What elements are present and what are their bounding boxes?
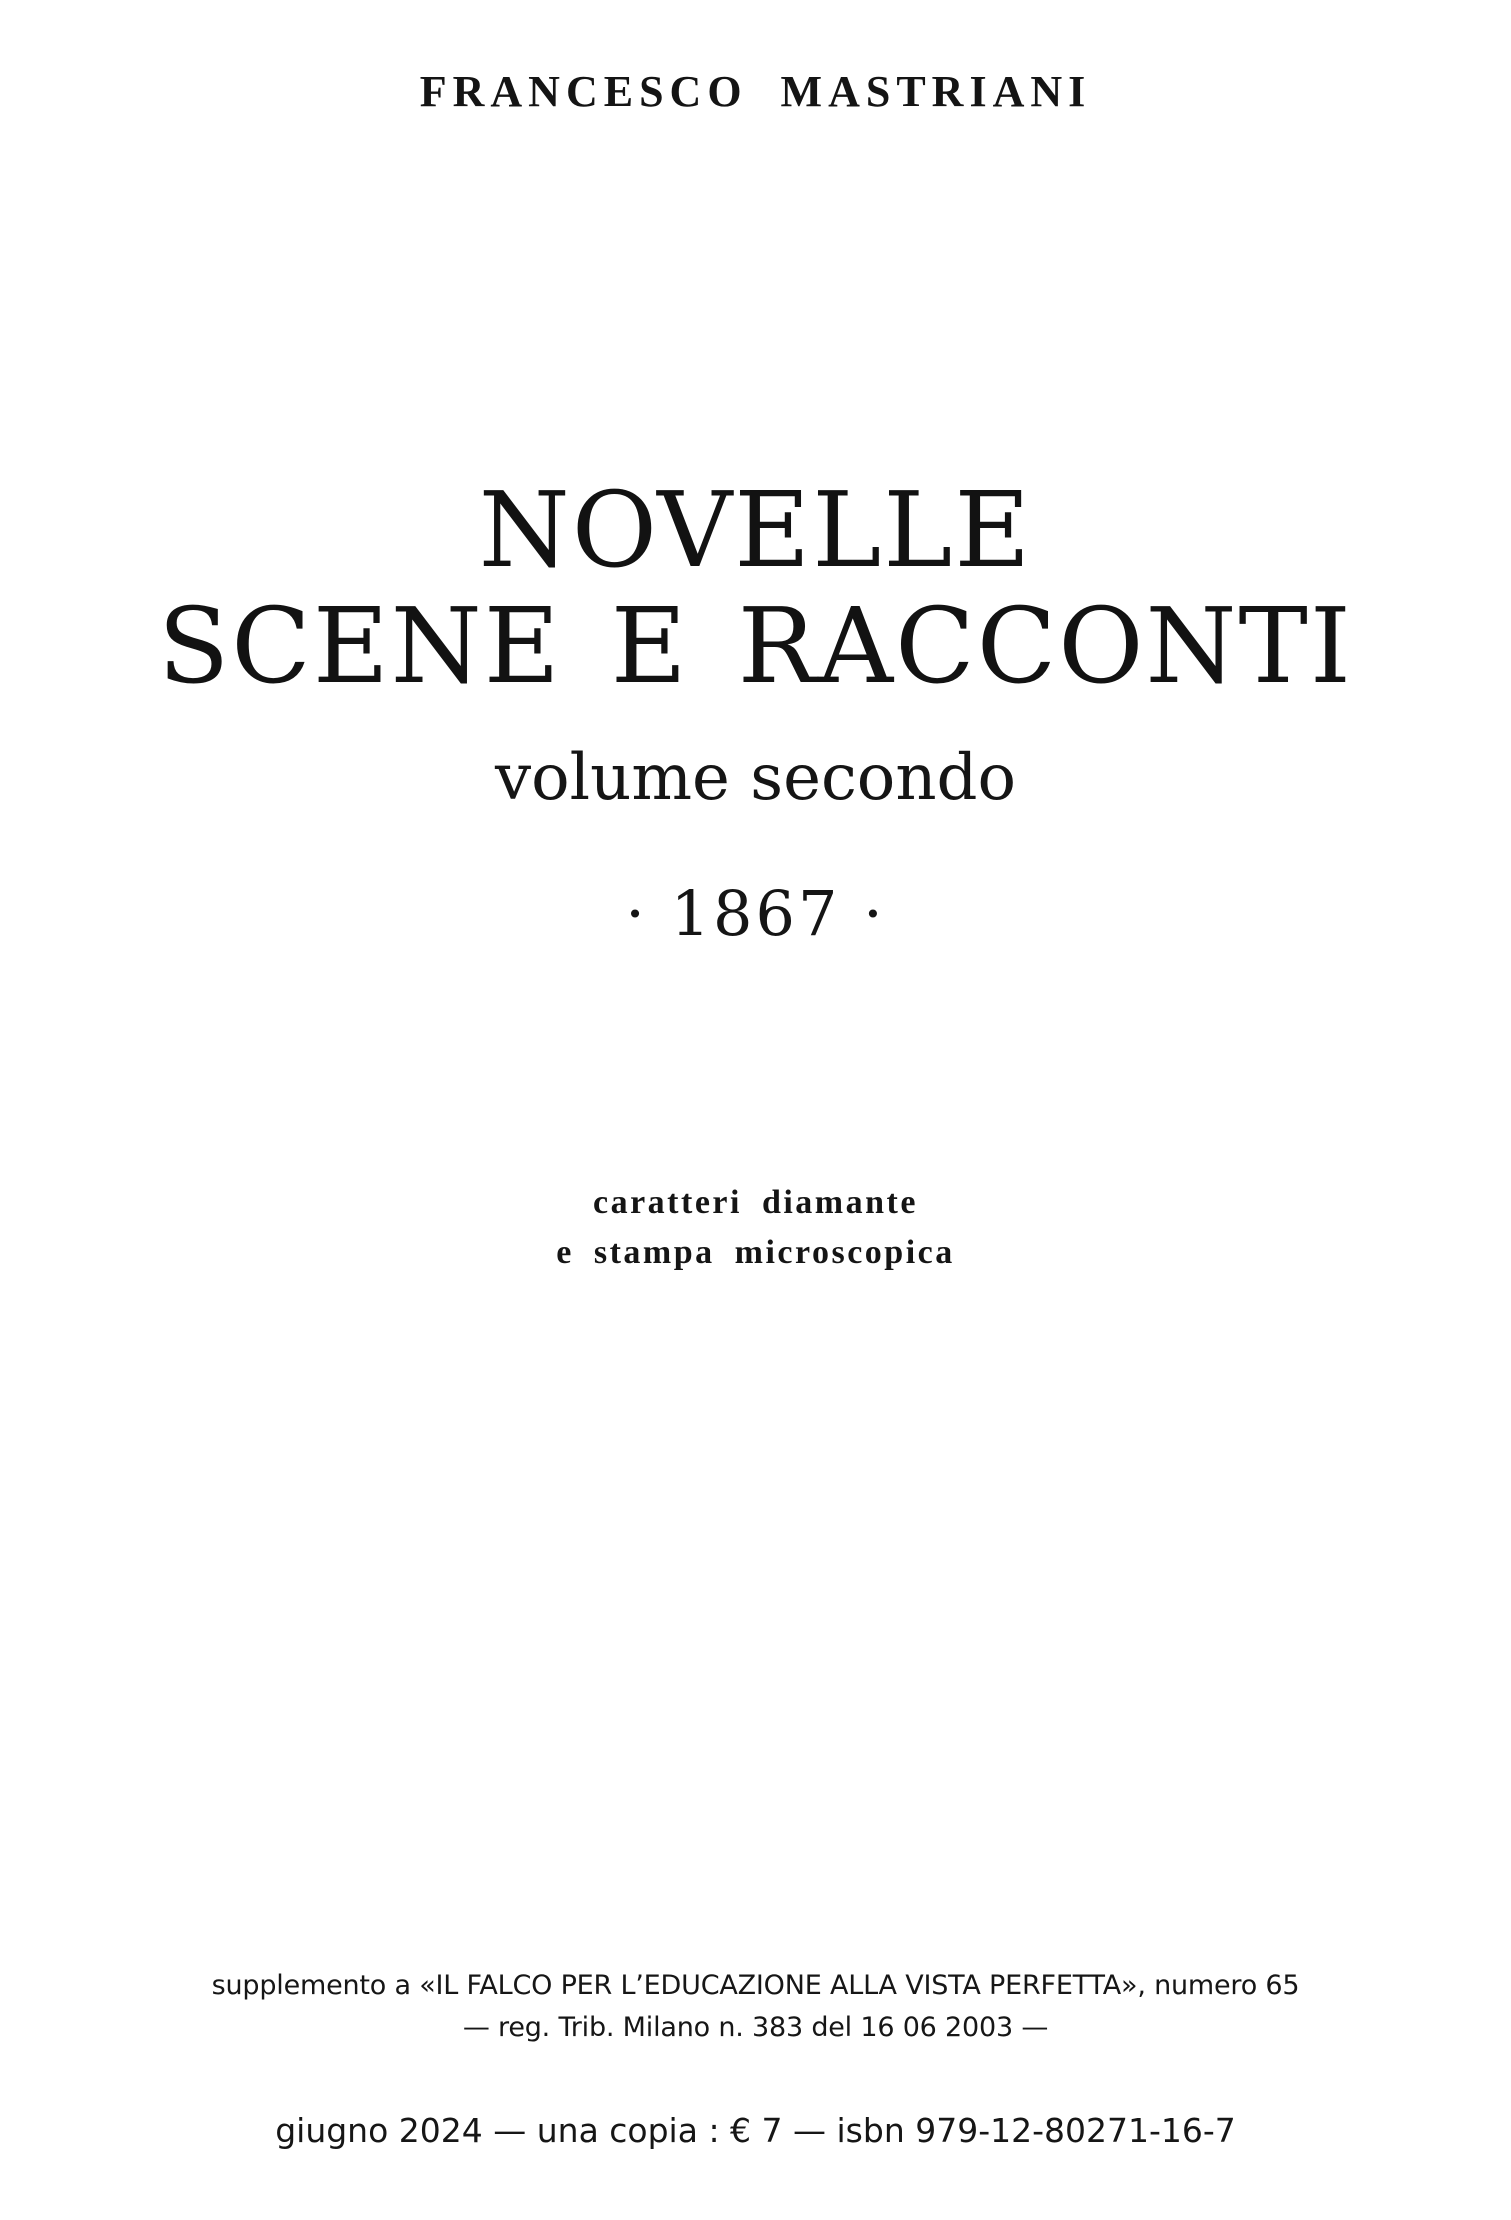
book-title-line-1: NOVELLE [478, 469, 1033, 591]
price-isbn-line: giugno 2024 — una copia : € 7 — isbn 979-12-80271-16-7 [275, 2111, 1236, 2150]
print-note-line-2: e stampa microscopica [556, 1233, 955, 1271]
title-block [0, 469, 1511, 951]
print-note [556, 1178, 954, 1277]
supplement-info [0, 1965, 1511, 2049]
publication-year: · 1867 · [625, 877, 886, 951]
book-title-line-2: SCENE E RACCONTI [158, 585, 1353, 708]
supplement-line-1: supplemento a «IL FALCO PER L’EDUCAZIONE ALLA VISTA PERFETTA», numero 65 [211, 1970, 1300, 2002]
page-footer [0, 1965, 1511, 2150]
supplement-line-2: — reg. Trib. Milano n. 383 del 16 06 2003 — [462, 2012, 1049, 2044]
author-name: FRANCESCO MASTRIANI [419, 67, 1092, 116]
print-note-line-1: caratteri diamante [593, 1184, 918, 1222]
volume-subtitle: volume secondo [494, 741, 1017, 816]
